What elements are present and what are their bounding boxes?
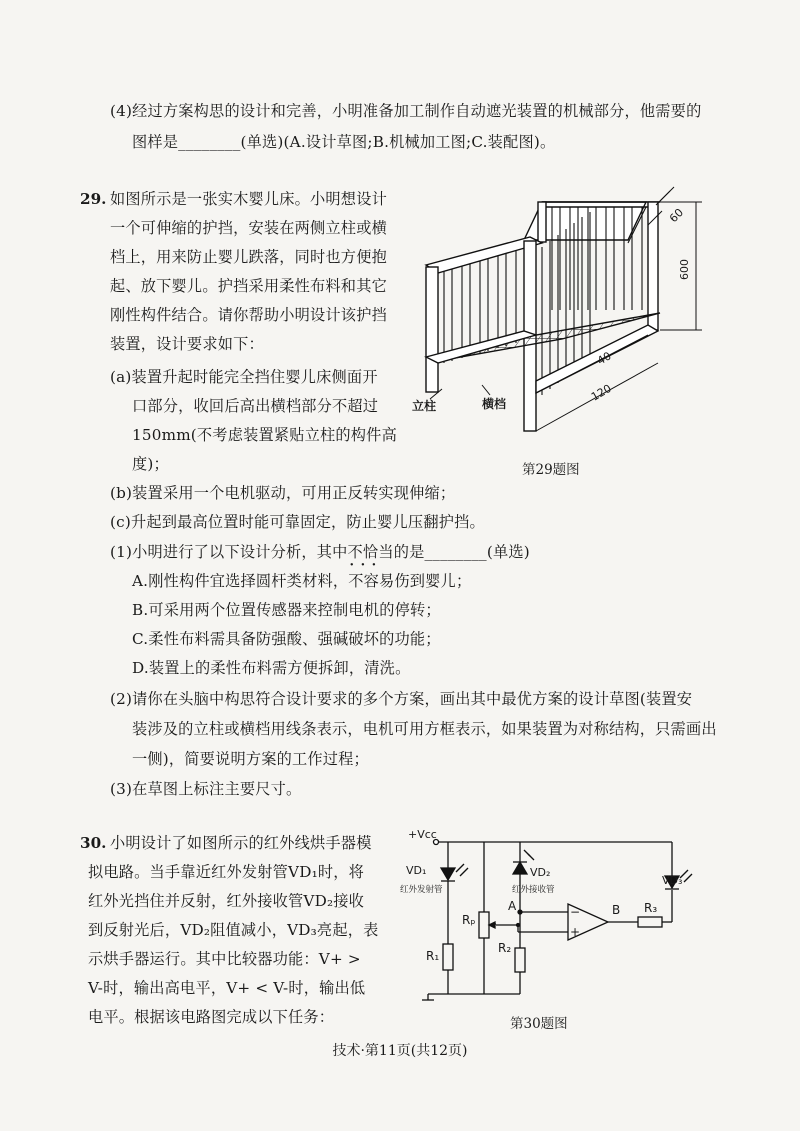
label-post: 立柱 [412,399,437,413]
sub2-line: 装涉及的立柱或横档用线条表示，电机可用方框表示，如果装置为对称结构，只需画出 [132,720,717,738]
sub2-line: (2)请你在头脑中构思符合设计要求的多个方案，画出其中最优方案的设计草图(装置安 [110,690,693,708]
q29-intro-line: 刚性构件结合。请你帮助小明设计该护挡 [110,306,387,324]
sub2-line: 一侧)，简要说明方案的工作过程； [132,750,369,768]
label-plus: + [570,925,581,939]
label-r1: R₁ [426,949,440,963]
q30-line: 小明设计了如图所示的红外线烘手器模 [110,834,372,852]
sub1-post: 的是________(单选) [393,543,530,561]
q29-requirement-b: (b)装置采用一个电机驱动，可用正反转实现伸缩； [110,484,456,502]
crib-figure [412,185,712,455]
q29-sub1 [110,541,530,563]
q30-number: 30. [80,834,107,852]
dim-60-label: 60 [666,206,687,226]
label-rail: 横档 [482,397,507,411]
dim-600-label: 600 [678,259,691,280]
dim-40-label: 40 [595,349,614,368]
req-a-line: 150mm(不考虑装置紧贴立柱的构件高 [132,426,397,444]
label-node-b: B [612,903,621,917]
q30-line: 示烘手器运行。其中比较器功能：V+ > [88,950,361,968]
q29-intro-line: 一个可伸缩的护挡，安装在两侧立柱或横 [110,219,387,237]
label-vd3: VD₃ [662,874,683,887]
q30-line: 红外光挡住并反射，红外接收管VD₂接收 [88,892,365,910]
q29-requirement-c: (c)升起到最高位置时能可靠固定，防止婴儿压翻护挡。 [110,513,485,531]
dim-120-label: 120 [589,381,614,404]
circuit-figure-caption: 第30题图 [510,1016,568,1032]
label-vd1-desc: 红外发射管 [400,885,443,895]
q30-line: V-时，输出高电平，V+ < V-时，输出低 [88,979,366,997]
q29-number: 29. [80,190,107,208]
label-vcc: +Vcc [408,828,437,841]
req-a-line: (a)装置升起时能完全挡住婴儿床侧面开 [110,368,378,386]
label-r3: R₃ [644,901,658,915]
label-vd1: VD₁ [406,864,427,877]
q29-intro-line: 起、放下婴儿。护挡采用柔性布料和其它 [110,277,387,295]
q28-4-line1: (4)经过方案构思的设计和完善，小明准备加工制作自动遮光装置的机械部分，他需要的 [110,102,702,120]
label-rp: Rₚ [462,913,476,927]
circuit-figure [400,828,700,1008]
label-r2: R₂ [498,941,512,955]
label-node-a: A [508,899,517,913]
q29-sub3: (3)在草图上标注主要尺寸。 [110,780,302,798]
option-a: A.刚性构件宜选择圆杆类材料，不容易伤到婴儿； [132,572,472,590]
option-c: C.柔性布料需具备防强酸、强碱破坏的功能； [132,630,441,648]
page-footer: 技术·第11页(共12页) [332,1043,468,1059]
req-a-line: 口部分，收回后高出横档部分不超过 [132,397,379,415]
label-vd2-desc: 红外接收管 [512,885,555,895]
dim-40 [536,335,648,393]
option-b: B.可采用两个位置传感器来控制电机的停转； [132,601,441,619]
sub1-emphasis: 不恰当 · · · [348,541,394,563]
label-vd2: VD₂ [530,866,551,879]
q30-line: 拟电路。当手靠近红外发射管VD₁时，将 [88,863,365,881]
crib-figure-caption: 第29题图 [522,462,580,478]
q30-line: 到反射光后，VD₂阻值减小，VD₃亮起，表 [88,921,379,939]
label-minus: − [570,905,581,919]
q28-4-line2: 图样是________(单选)(A.设计草图;B.机械加工图;C.装配图)。 [132,133,556,151]
q29-intro-line: 档上，用来防止婴儿跌落，同时也方便抱 [110,248,387,266]
q29-intro-line: 如图所示是一张实木婴儿床。小明想设计 [110,190,387,208]
q30-line: 电平。根据该电路图完成以下任务： [88,1008,335,1026]
req-a-line: 度)； [132,455,169,473]
sub1-pre: (1)小明进行了以下设计分析，其中 [110,543,348,561]
q29-intro-line: 装置，设计要求如下： [110,335,264,353]
option-d: D.装置上的柔性布料需方便拆卸，清洗。 [132,659,411,677]
